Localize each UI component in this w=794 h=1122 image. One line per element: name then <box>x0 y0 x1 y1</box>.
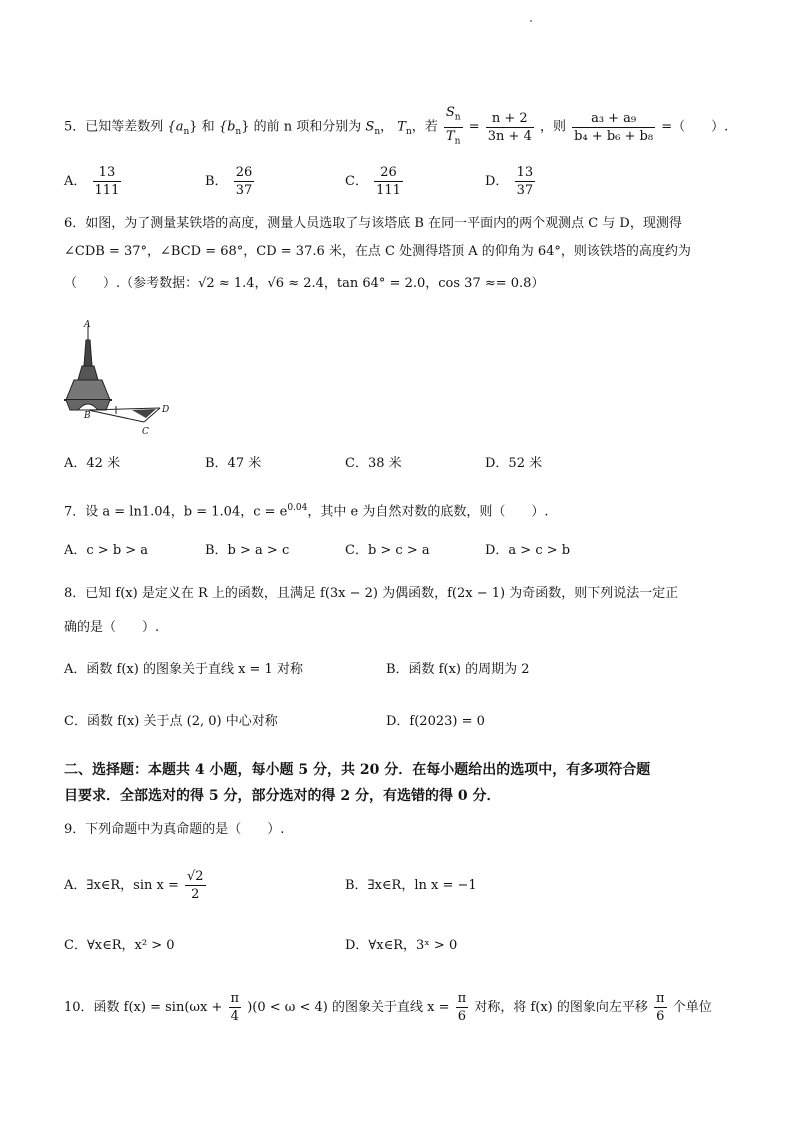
q5-frac-ratio <box>486 110 534 145</box>
q10-tail: 个单位 <box>672 1000 712 1015</box>
q8-option-a: A．函数 f(x) 的图象关于直线 x = 1 对称 <box>64 662 303 677</box>
q5-seq-a: {a <box>167 119 184 135</box>
q7-stem-text: 7．设 a = ln1.04，b = 1.04，c = e <box>64 504 288 520</box>
q5-option-b-num: 26 <box>235 165 253 180</box>
q5-frac1-den: T <box>446 128 455 144</box>
q5-option-b-label: B． <box>205 174 228 189</box>
q5-frac-target <box>572 110 655 145</box>
q8-option-d: D．f(2023) = 0 <box>386 714 485 729</box>
q7-exponent: 0.04 <box>287 503 308 513</box>
q5-option-c-label: C． <box>345 174 368 189</box>
q10-pi3-num: π <box>656 991 665 1006</box>
q8-option-b: B．函数 f(x) 的周期为 2 <box>386 662 530 677</box>
q5-conj: 和 <box>201 119 215 135</box>
fig-label-c: C <box>142 427 149 436</box>
q6-option-a: A．42 米 <box>64 456 121 471</box>
q5-option-b <box>205 164 256 199</box>
q10-mid2: 对称，将 f(x) 的图象向左平移 <box>474 1000 648 1015</box>
q7-tail: ，其中 e 为自然对数的底数，则（ ）. <box>307 504 549 520</box>
q9-stem: 9．下列命题中为真命题的是（ ）. <box>64 822 285 837</box>
q5-ruo: ，若 <box>411 119 438 135</box>
q6-line2: ∠CDB = 37°，∠BCD = 68°，CD = 37.6 米，在点 C 处测得塔顶 A 的仰角为 64°，则该铁塔的高度约为 <box>64 244 691 259</box>
q5-ze: ，则 <box>540 119 567 135</box>
q5-option-d-den: 37 <box>516 183 534 198</box>
q5-option-d <box>485 164 537 199</box>
q6-option-b: B．47 米 <box>205 456 262 471</box>
q6-option-c: C．38 米 <box>345 456 402 471</box>
q5-frac1-den-sub: n <box>454 136 461 147</box>
q10-pi1-den: 4 <box>230 1009 239 1024</box>
q5-frac-s-over-t <box>444 104 463 150</box>
q6-line3: （ ）.（参考数据：√2 ≈ 1.4，√6 ≈ 2.4，tan 64° = 2.0，cos 37 ≈= 0.8） <box>64 276 545 291</box>
q5-option-a <box>64 164 123 199</box>
q9-option-b: B．∃x∈R，ln x = −1 <box>345 878 477 893</box>
fig-label-d: D <box>162 405 170 415</box>
scan-dot <box>530 20 532 22</box>
q5-equals: = <box>468 119 480 135</box>
q8-line1: 8．已知 f(x) 是定义在 R 上的函数，且满足 f(3x − 2) 为偶函数，f(2x − 1) 为奇函数，则下列说法一定正 <box>64 586 679 601</box>
q6-option-d: D．52 米 <box>485 456 543 471</box>
section2-line1: 二、选择题：本题共 4 小题，每小题 5 分，共 20 分．在每小题给出的选项中，有多项符合题 <box>64 762 651 778</box>
q9-option-a <box>64 868 208 903</box>
q9-option-a-num: √2 <box>187 869 204 884</box>
q5-tn: T <box>397 119 406 135</box>
q5-option-c-num: 26 <box>374 164 403 182</box>
q5-option-b-den: 37 <box>235 183 253 198</box>
q5-frac3-num: a₃ + a₉ <box>572 110 655 128</box>
q5-option-d-num: 13 <box>516 165 534 180</box>
q7-stem <box>64 498 548 522</box>
q7-option-c: C．b > c > a <box>345 543 430 558</box>
q8-line2: 确的是（ ）. <box>64 620 160 635</box>
q5-option-a-den: 111 <box>94 183 120 198</box>
q5-frac1-num: S <box>445 105 455 120</box>
q5-sn-sub: n <box>374 127 381 138</box>
q5-seq-b: {b <box>218 119 236 135</box>
q9-option-d: D．∀x∈R，3ˣ > 0 <box>345 938 458 953</box>
section2-line2: 目要求．全部选对的得 5 分，部分选对的得 2 分，有选错的得 0 分． <box>64 788 501 804</box>
q6-line1: 6．如图，为了测量某铁塔的高度，测量人员选取了与该塔底 B 在同一平面内的两个观测点 C 与 D，现测得 <box>64 216 682 231</box>
q5-option-c-den: 111 <box>376 183 401 198</box>
q10-stem <box>64 990 712 1025</box>
q5-stem-a: 5．已知等差数列 <box>64 119 164 135</box>
q10-pi2-den: 6 <box>457 1009 467 1024</box>
q5-frac2-den: 3n + 4 <box>487 128 532 144</box>
q5-seq-b-sub: n <box>235 127 242 138</box>
q5-option-d-label: D． <box>485 174 509 189</box>
q9-option-a-text: A．∃x∈R，sin x = <box>64 878 179 893</box>
q5-tn-sub: n <box>405 127 412 138</box>
q10-pi1-num: π <box>230 991 240 1006</box>
fig-label-a: A <box>84 320 91 330</box>
q5-sn: S <box>365 119 375 135</box>
q9-option-a-den: 2 <box>191 887 200 902</box>
q9-option-c: C．∀x∈R，x² > 0 <box>64 938 175 953</box>
q10-pre: 10．函数 f(x) = sin(ωx + <box>64 1000 223 1015</box>
q5-option-a-label: A． <box>64 174 87 189</box>
q5-option-c <box>345 164 405 199</box>
q5-option-a-num: 13 <box>93 164 122 182</box>
q7-option-a: A．c > b > a <box>64 543 149 558</box>
q7-option-d: D．a > c > b <box>485 543 571 558</box>
q5-frac2-num: n + 2 <box>486 110 534 128</box>
q10-pi3-den: 6 <box>656 1009 665 1024</box>
eiffel-tower-figure <box>60 318 190 436</box>
q5-seq-a-close: } <box>189 119 198 135</box>
q8-option-c: C．函数 f(x) 关于点 (2, 0) 中心对称 <box>64 714 278 729</box>
q5-stem: 5．已知等差数列 $\{a_n\}$ 和 $\{b_n\}$ 的前 n 项和分别为 $S_n$， $T_n$，若 $\frac{S_n}{T_n}$ = $\frac{n + 2}{3n + 4}$ ，则 $\frac{\text{a₃ + a₉}}{\text{b₄ + b₆ + b₈}}$ =（ ）. <box>64 104 728 150</box>
fig-label-b: B <box>84 411 91 421</box>
q10-mid: )(0 < ω < 4) 的图象关于直线 x = <box>247 1000 450 1015</box>
q5-frac3-den: b₄ + b₆ + b₈ <box>574 128 654 144</box>
q5-seq-a-sub: n <box>183 127 190 138</box>
q10-pi2-num: π <box>457 991 467 1006</box>
q7-option-b: B．b > a > c <box>205 543 290 558</box>
q5-seq-b-close: } <box>241 119 250 135</box>
q5-frac1-num-sub: n <box>454 112 461 123</box>
q5-stem-b: 的前 n 项和分别为 <box>253 119 362 135</box>
q5-tail: =（ ）. <box>661 119 729 135</box>
